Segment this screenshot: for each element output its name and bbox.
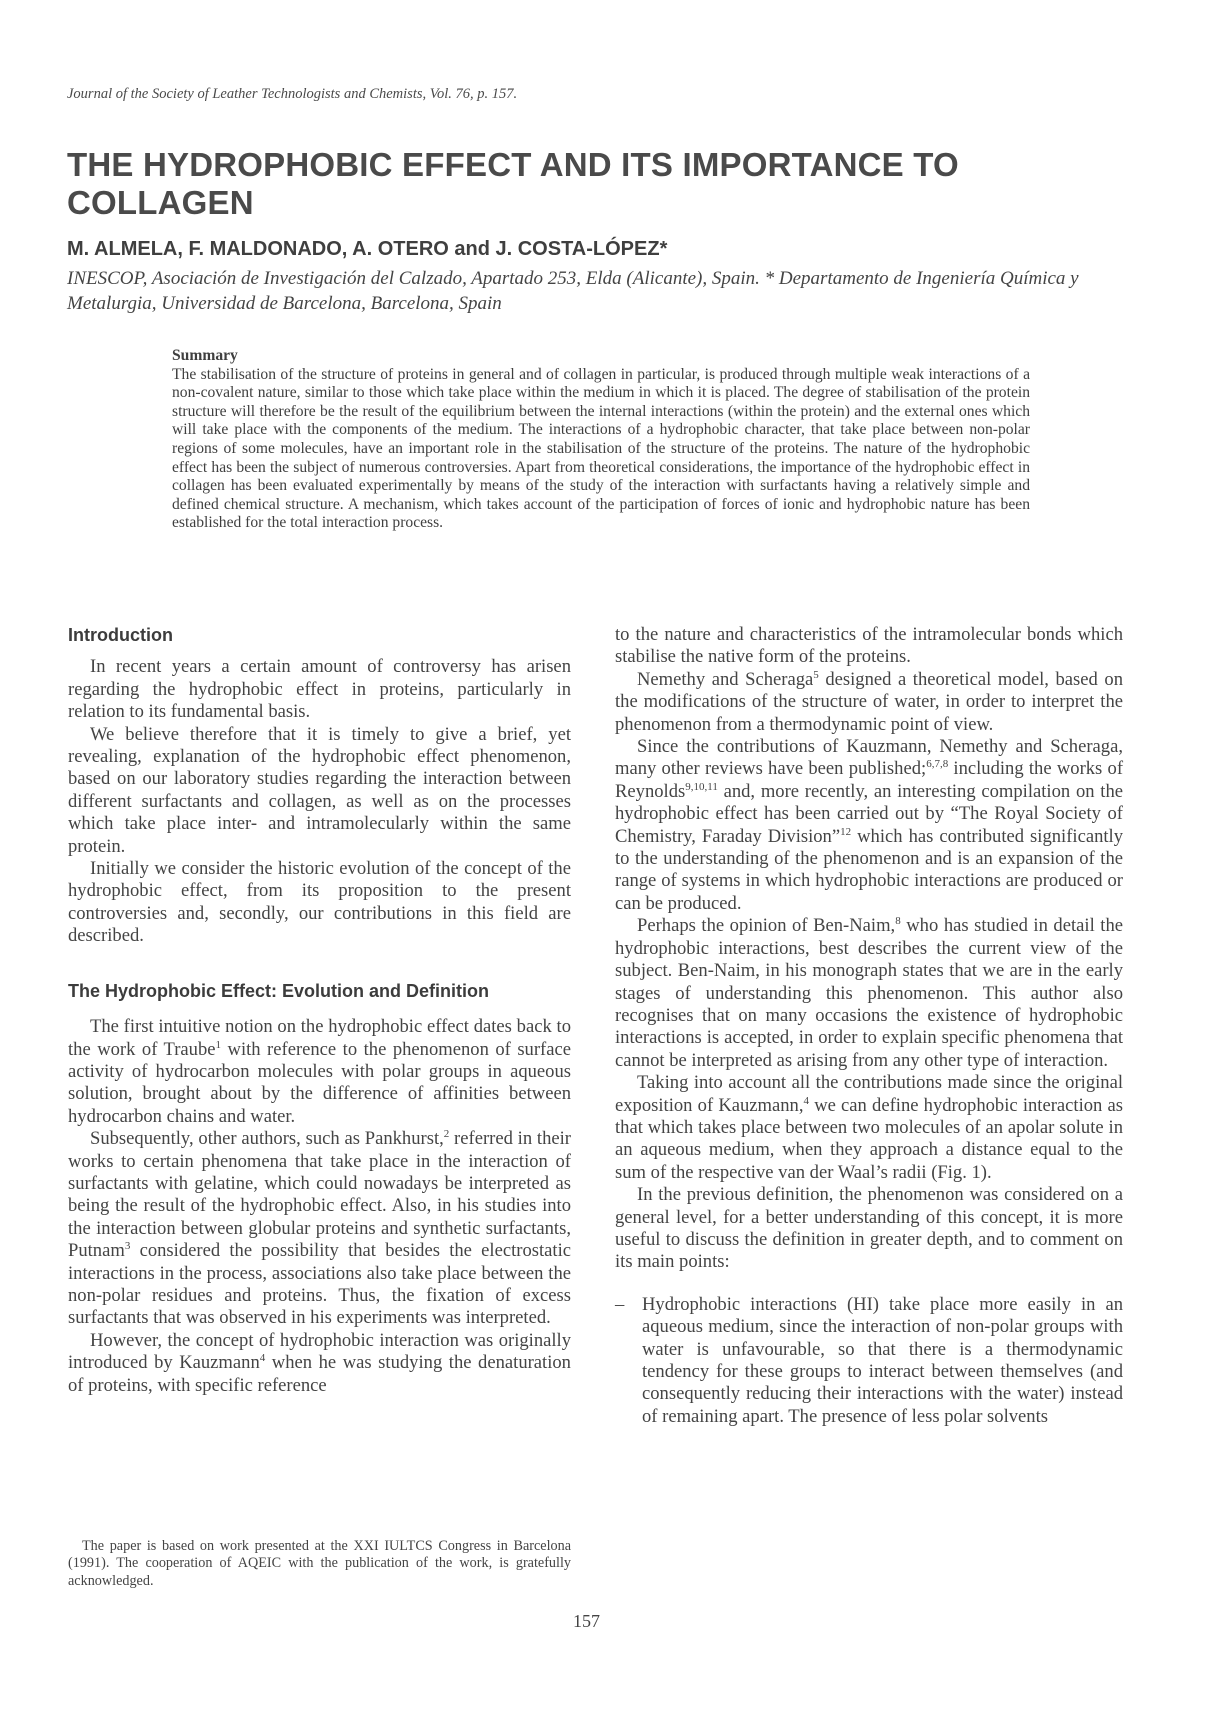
text-run: who has studied in detail the hydrophobic interactions, best describes the current view of the subject. Ben-Naim, in his monograph states that we are in the early stages of understanding this phenomenon. This author also recognises that on many occasions the existence of hydrophobic interactions is accepted, in order to explain specific phenomena that cannot be interpreted as arising from any other type of interaction.: [615, 915, 1124, 1071]
citation-ref: 1: [215, 1038, 222, 1051]
right-column: [615, 624, 1123, 1428]
text-run: and, more recently, an interesting compilation on the hydrophobic effect has been carried out by “The Royal Society of Chemistry, Faraday Division”: [615, 780, 1123, 847]
intro-paragraph-1: In recent years a certain amount of controversy has arisen regarding the hydrophobic effect in proteins, particularly in relation to its fundamental basis.: [68, 656, 571, 723]
citation-ref: 3: [124, 1240, 131, 1253]
text-run: Taking into account all the contributions made since the original exposition of Kauzmann,: [615, 1072, 1123, 1116]
author-affiliation: INESCOP, Asociación de Investigación del Calzado, Apartado 253, Elda (Alicante), Spain. * Departamento de Ingeniería Química y Metalurgia, Universidad de Barcelona, Barcelona, Spain: [67, 268, 1079, 314]
intro-paragraph-3: Initially we consider the historic evolution of the concept of the hydrophobic effect, from its proposition to the present controversies and, secondly, our contributions in this field are described.: [68, 858, 571, 947]
citation-ref: 5: [813, 668, 819, 681]
citation-ref: 12: [840, 825, 852, 838]
continued-paragraph: to the nature and characteristics of the intramolecular bonds which stabilise the native form of the proteins.: [615, 624, 1123, 668]
journal-header: Journal of the Society of Leather Technologists and Chemists, Vol. 76, p. 157.: [67, 86, 518, 102]
text-run: with reference to the phenomenon of surface activity of hydrocarbon molecules with polar groups in aqueous solution, brought about by the difference of affinities between hydrocarbon chains and water.: [68, 1038, 571, 1127]
previous-definition-paragraph: In the previous definition, the phenomenon was considered on a general level, for a better understanding of this concept, it is more useful to discuss the definition in greater depth, and to comment on its main points:: [615, 1184, 1123, 1273]
text-run: when he was studying the denaturation of proteins, with specific reference: [68, 1352, 571, 1396]
intro-paragraph-2: We believe therefore that it is timely to give a brief, yet revealing, explanation of the hydrophobic effect phenomenon, based on our laboratory studies regarding the interaction between different surfactants and collagen, as well as on the processes which take place inter- and intramolecularly within the same protein.: [68, 723, 571, 857]
evolution-paragraph-3: [68, 1330, 571, 1397]
section-heading-evolution-definition: The Hydrophobic Effect: Evolution and Definition: [68, 980, 489, 1001]
citation-ref: 8: [895, 915, 901, 928]
text-run: which has contributed significantly to the understanding of the phenomenon and is an expansion of the range of systems in which hydrophobic interactions are produced or can be produced.: [615, 825, 1124, 914]
text-run: However, the concept of hydrophobic interaction was originally introduced by Kauzmann: [68, 1329, 571, 1374]
citation-ref: 4: [259, 1352, 266, 1365]
summary-heading: Summary: [172, 347, 238, 364]
text-run: Since the contributions of Kauzmann, Nemethy and Scheraga, many other reviews have been published;: [615, 736, 1123, 780]
text-run: considered the possibility that besides the electrostatic interactions in the process, associations also take place between the non-polar residues and proteins. Thus, the fixation of excess surfactants that was observed in his experiments was interpreted.: [68, 1240, 571, 1329]
page-number: 157: [573, 1611, 600, 1631]
dash-bullet: –: [615, 1293, 625, 1315]
reviews-paragraph: [615, 736, 1123, 915]
summary-block: [172, 347, 1030, 533]
summary-text: The stabilisation of the structure of proteins in general and of collagen in particular, is produced through multiple weak interactions of a non-covalent nature, similar to those which take place within the medium in which it is placed. The degree of stabilisation of the protein structure will therefore be the result of the equilibrium between the internal interactions (within the protein) and the external ones which will take place with the components of the medium. The interactions of a hydrophobic character, that take place between non-polar regions of some molecules, have an important role in the stabilisation of the structure of the proteins. The nature of the hydrophobic effect has been the subject of numerous controversies. Apart from theoretical considerations, the importance of the hydrophobic effect in collagen has been evaluated experimentally by means of the study of the interaction with surfactants having a relatively simple and defined chemical structure. A mechanism, which takes account of the participation of forces of ionic and hydrophobic nature has been established for the total interaction process.: [172, 365, 1030, 532]
citation-ref: 4: [803, 1094, 810, 1107]
text-run: The first intuitive notion on the hydrophobic effect dates back to the work of Traube: [68, 1016, 571, 1060]
left-column: [68, 624, 571, 1397]
evolution-paragraph-1: [68, 1016, 571, 1128]
section-heading-introduction: Introduction: [68, 625, 173, 645]
list-item-text: Hydrophobic interactions (HI) take place more easily in an aqueous medium, since the interaction of non-polar groups with water is unfavourable, so that there is a thermodynamic tendency for these groups to interact between themselves (and consequently reducing their interactions with the water) instead of remaining apart. The presence of less polar solvents: [642, 1293, 1123, 1427]
ben-naim-paragraph: [615, 915, 1123, 1072]
author-list: M. ALMELA, F. MALDONADO, A. OTERO and J. COSTA-LÓPEZ*: [67, 238, 668, 260]
definition-paragraph: [615, 1072, 1123, 1184]
text-run: referred in their works to certain phenomena that take place in the interaction of surfactants with gelatine, which could nowadays be interpreted as being the result of the hydrophobic effect. Also, in his studies into the interaction between globular proteins and synthetic surfactants, Putnam: [68, 1128, 571, 1262]
text-run: Nemethy and Scheraga: [637, 668, 814, 690]
article-title: THE HYDROPHOBIC EFFECT AND ITS IMPORTANCE TO COLLAGEN: [67, 146, 959, 221]
text-run: designed a theoretical model, based on the modifications of the structure of water, in order to interpret the phenomenon from a thermodynamic point of view.: [615, 668, 1123, 735]
evolution-paragraph-2: [68, 1128, 571, 1330]
text-run: Perhaps the opinion of Ben-Naim,: [637, 915, 896, 937]
list-item: [615, 1294, 1123, 1428]
citation-ref: 9,10,11: [685, 780, 718, 793]
citation-ref: 2: [443, 1128, 450, 1141]
text-run: we can define hydrophobic interaction as that which takes place between two molecules of an apolar solute in an aqueous medium, when they approach a distance equal to the sum of the respective van der Waal’s radii (Fig. 1).: [615, 1094, 1124, 1183]
text-run: Subsequently, other authors, such as Pankhurst,: [90, 1128, 444, 1150]
text-run: including the works of Reynolds: [615, 758, 1124, 802]
nemethy-paragraph: [615, 669, 1123, 736]
footnote-text: The paper is based on work presented at the XXI IULTCS Congress in Barcelona (1991). The cooperation of AQEIC with the publication of the work, is gratefully acknowledged.: [68, 1538, 571, 1589]
citation-ref: 6,7,8: [926, 758, 949, 771]
footnote: [68, 1538, 571, 1590]
